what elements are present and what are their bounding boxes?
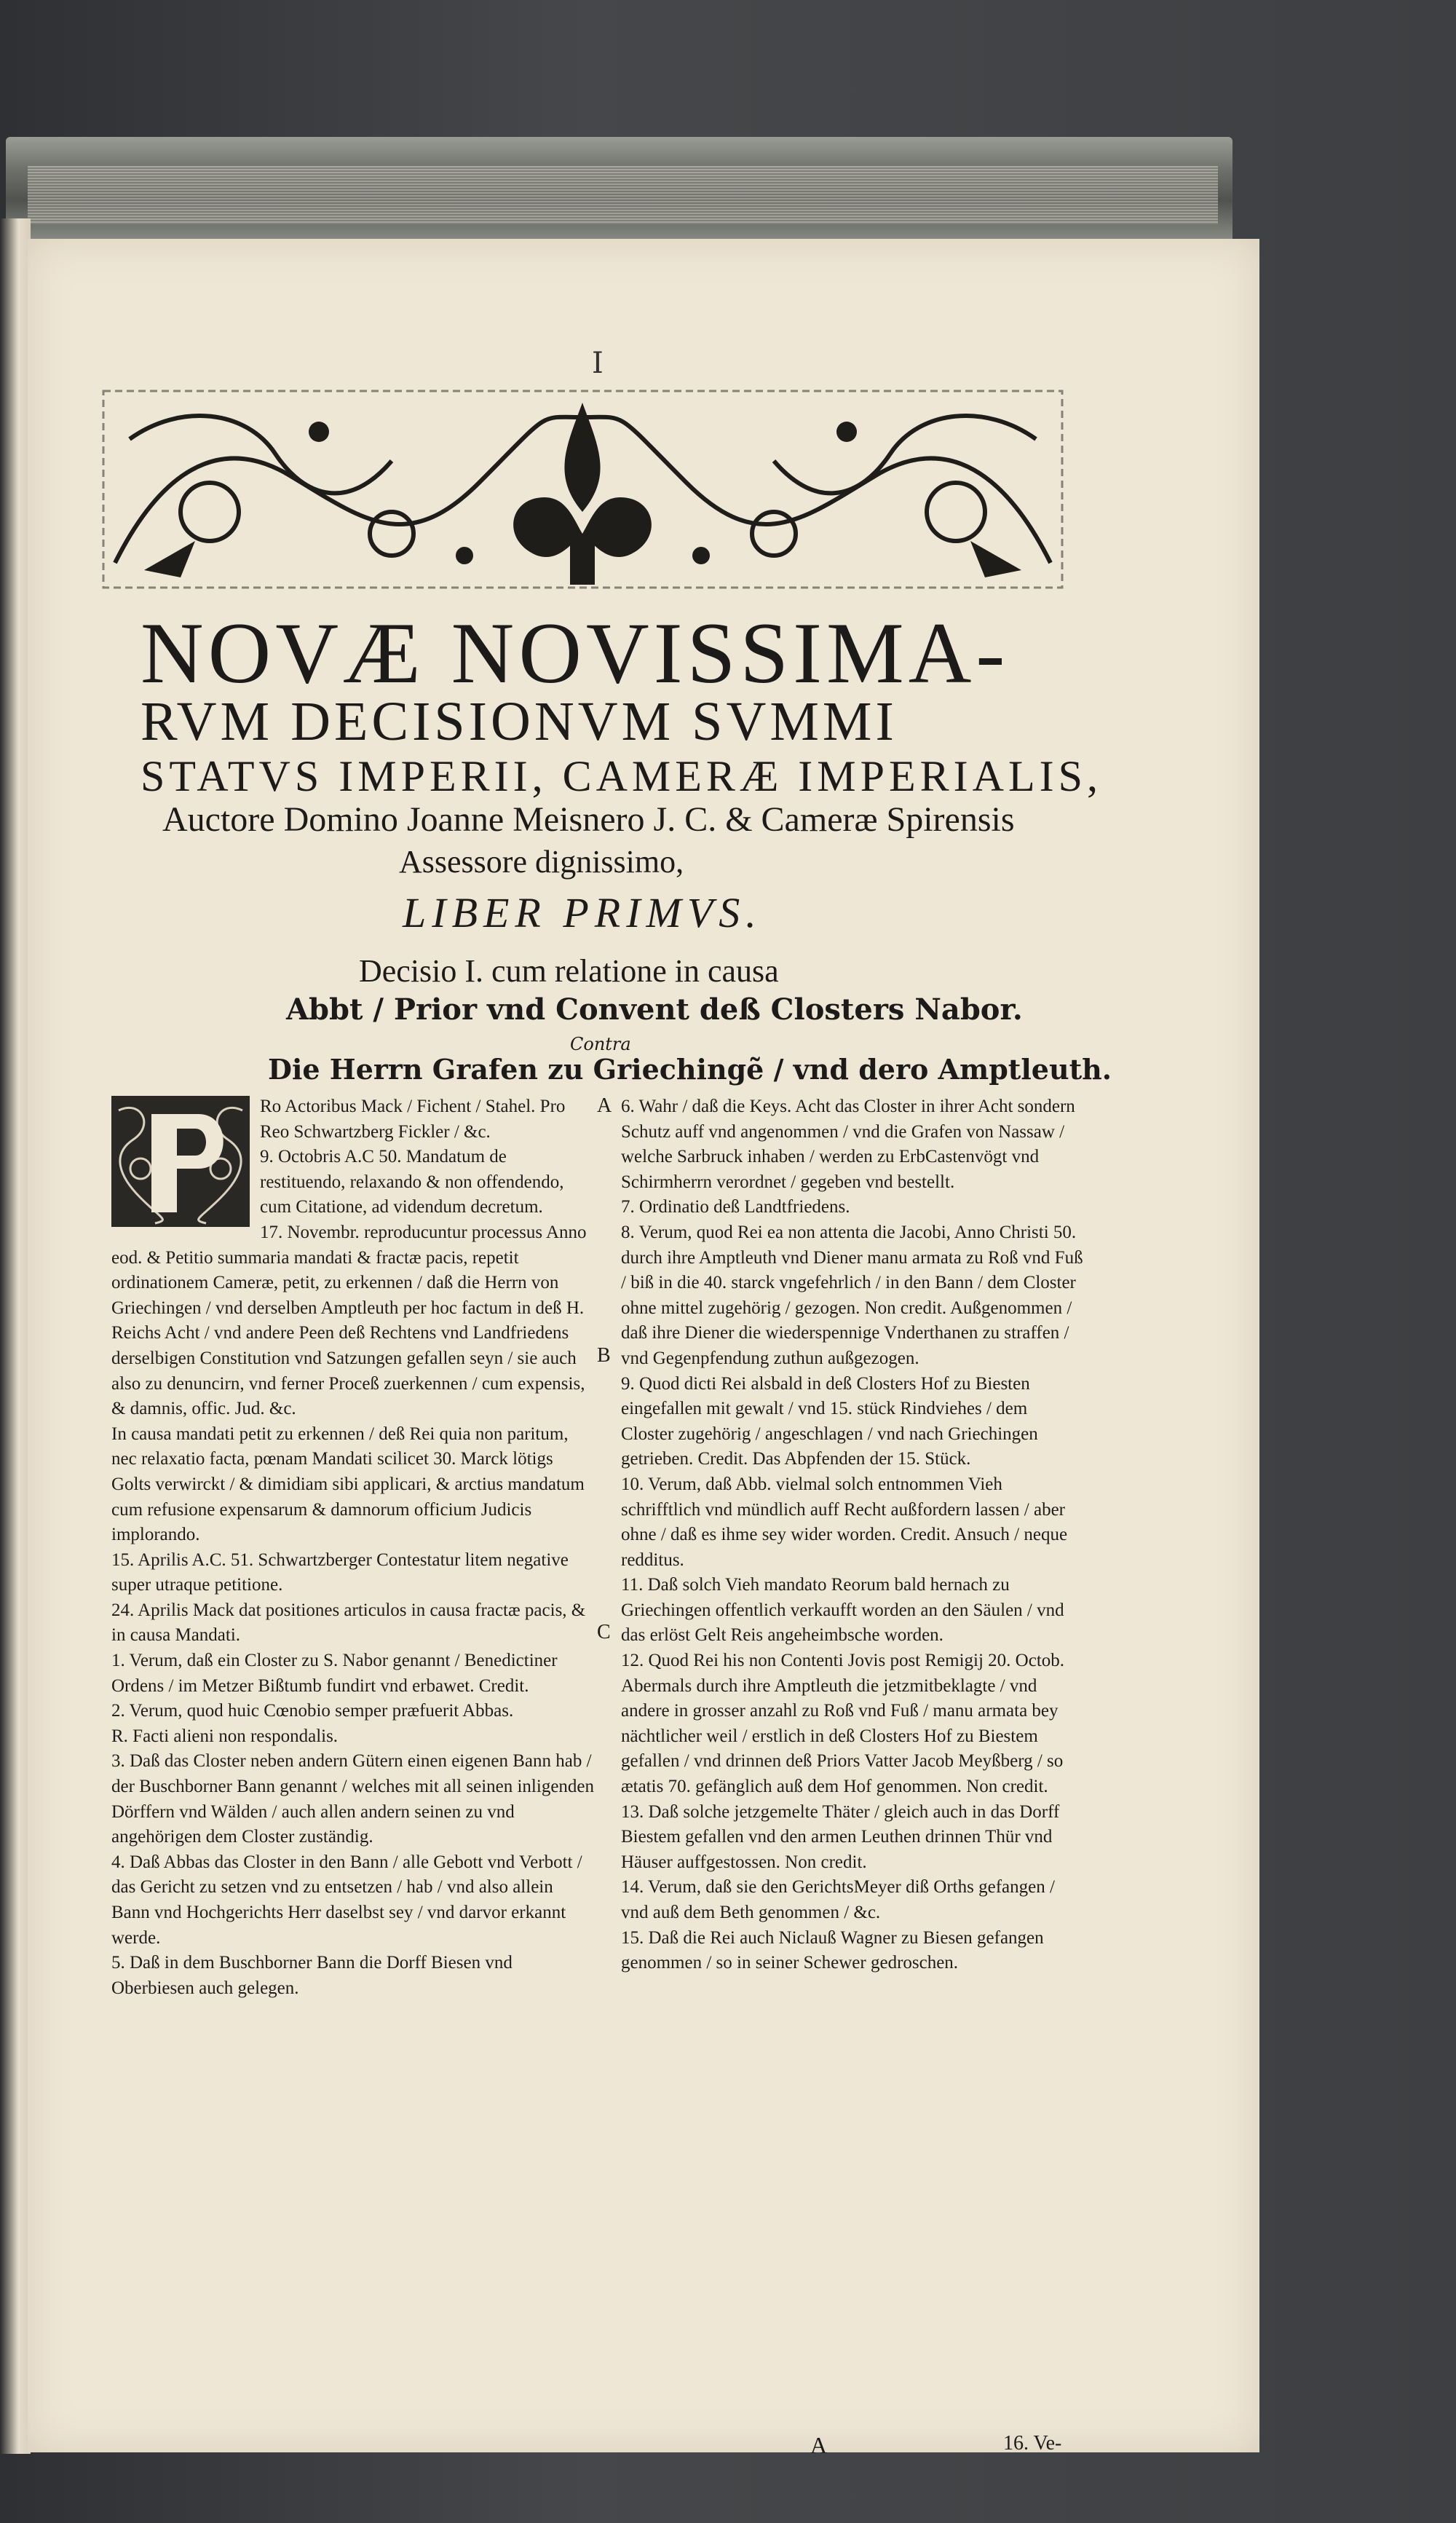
margin-letter-c: C — [597, 1621, 611, 1643]
catchword: 16. Ve- — [1003, 2432, 1062, 2455]
left-paragraph: 24. Aprilis Mack dat positiones articulos in causa fractæ pacis, & in causa Mandati. — [111, 1600, 586, 1646]
book-left-edge — [0, 218, 31, 2454]
right-paragraph: 15. Daß die Rei auch Niclauß Wagner zu Biesen gefangen genommen / so in seiner Schewer gedroschen. — [621, 1927, 1044, 1973]
left-paragraph: 2. Verum, quod huic Cœnobio semper præfuerit Abbas. — [111, 1701, 514, 1721]
right-column — [621, 1094, 1083, 1976]
left-paragraph: 4. Daß Abbas das Closter in den Bann / alle Gebott vnd Verbott / das Gericht zu setzen vnd zu entsetzen / hab / vnd also allein Bann vnd Hochgerichts Herr daselbst sey / vnd darvor erkannt werde. — [111, 1852, 582, 1948]
contra-label: Contra — [570, 1034, 631, 1054]
title-line-2: RVM DECISIONVM SVMMI — [141, 691, 898, 752]
right-paragraph: 10. Verum, daß Abb. vielmal solch entnommen Vieh schrifftlich vnd mündlich auff Recht außfordern lassen / aber ohne / daß es ihme sey wider worden. Credit. Ansuch / neque redditus. — [621, 1474, 1068, 1570]
right-paragraph: 6. Wahr / daß die Keys. Acht das Closter in ihrer Acht sondern Schutz auff vnd angenommen / vnd die Grafen von Nassaw / welche Sarbruck inhaben / werden zu ErbCastenvögt vnd Schirmherrn verordnet / gegeben vnd bestellt. — [621, 1097, 1075, 1192]
left-paragraph: 17. Novembr. reproducuntur processus Anno eod. & Petitio summaria mandati & fractæ pacis, repetit ordinationem Cameræ, petit, zu erkennen / daß die Herrn von Griechingen / vnd derselben Amptleuth per hoc factum in deß H. Reichs Acht / vnd andere Peen deß Rechtens vnd Landfriedens derselbigen Constitution vnd Satzungen gefallen seyn / sie auch also zu denuncirn, vnd ferner Proceß zuerkennen / cum expensis, & damnis, offic. Jud. &c. — [111, 1222, 587, 1419]
title-line-3: STATVS IMPERII, CAMERÆ IMPERIALIS, — [141, 752, 1102, 800]
margin-letter-b: B — [597, 1344, 611, 1367]
right-paragraph: 9. Quod dicti Rei alsbald in deß Closters Hof zu Biesten eingefallen mit gewalt / vnd 15. stück Rindviehes / dem Closter zugehörig / angeschlagen / vnd nach Griechingen getrieben. Credit. Das Abpfenden der 15. Stück. — [621, 1373, 1038, 1469]
left-column — [111, 1094, 596, 2001]
right-paragraph: 7. Ordinatio deß Landtfriedens. — [621, 1197, 850, 1217]
left-paragraph: In causa mandati petit zu erkennen / deß Rei quia non paritum, nec relaxatio facta, pœnam Mandati scilicet 30. Marck lötigs Golts verwirckt / & dimidiam sibi applicari, & arctius mandatum cum refusione expensarum & damnorum officium Judicis implorando. — [111, 1424, 585, 1545]
left-paragraph: 3. Daß das Closter neben andern Gütern einen eigenen Bann hab / der Buschborner Bann genannt / welches mit all seinen inligenden Dörffern vnd Wälden / auch allen andern seinen zu vnd angehörigen dem Closter zuständig. — [111, 1751, 595, 1847]
book-top-edge — [6, 137, 1233, 242]
left-paragraph: Ro Actoribus Mack / Fichent / Stahel. Pro Reo Schwartzberg Fickler / &c. — [260, 1097, 566, 1142]
left-paragraph: R. Facti alieni non respondalis. — [111, 1726, 339, 1746]
author-line-1: Auctore Domino Joanne Meisnero J. C. & Cameræ Spirensis — [162, 800, 1015, 839]
signature-mark: A — [810, 2432, 828, 2458]
left-paragraph: 9. Octobris A.C 50. Mandatum de restituendo, relaxando & non offendendo, cum Citatione, ad videndum decretum. — [260, 1147, 564, 1217]
dropcap-p-icon — [111, 1096, 250, 1227]
right-paragraph: 8. Verum, quod Rei ea non attenta die Jacobi, Anno Christi 50. durch ihre Amptleuth vnd Diener manu armata zu Roß vnd Fuß / biß in die 40. starck vngefehrlich / in den Bann / dem Closter ohne mittel zugehörig / gezogen. Non credit. Außgenommen / daß ihre Diener die wiederspennige Vnderthanen zu straffen / vnd Gegenpfendung zuthun außgezogen. — [621, 1222, 1083, 1368]
right-paragraph: 12. Quod Rei his non Contenti Jovis post Remigij 20. Octob. Abermals durch ihre Amptleuth die jetzmitbeklagte / vnd andere in grosser anzahl zu Roß vnd Fuß / manu armata bey nächtlicher weil / erstlich in deß Closters Hof zu Biestem gefallen / vnd drinnen deß Priors Vatter Jacob Meyßberg / so ætatis 70. gefänglich auß dem Hof genommen. Non credit. — [621, 1651, 1065, 1797]
author-line-2: Assessore dignissimo, — [399, 844, 684, 880]
right-paragraph: 11. Daß solch Vieh mandato Reorum bald hernach zu Griechingen offentlich verkaufft worden an den Säulen / vnd das erlöst Gelt Reis angeheimbsche worden. — [621, 1575, 1064, 1646]
defendants-line: Die Herrn Grafen zu Griechingẽ / vnd dero Amptleuth. — [268, 1053, 1112, 1086]
left-paragraph: 5. Daß in dem Buschborner Bann die Dorff Biesen vnd Oberbiesen auch gelegen. — [111, 1953, 513, 1998]
plaintiffs-line: Abbt / Prior vnd Convent deß Closters Nabor. — [286, 992, 1023, 1027]
decisio-heading: Decisio I. cum relatione in causa — [359, 953, 779, 989]
title-line-1: NOVÆ NOVISSIMA- — [141, 604, 1010, 701]
right-paragraph: 14. Verum, daß sie den GerichtsMeyer diß Orths gefangen / vnd auß dem Beth genommen / &c. — [621, 1877, 1055, 1922]
page-mark: I — [592, 347, 604, 380]
margin-letter-a: A — [597, 1094, 612, 1117]
book-page — [28, 239, 1259, 2458]
right-paragraph: 13. Daß solche jetzgemelte Thäter / gleich auch in das Dorff Biestem gefallen vnd den armen Leuthen drinnen Thür vnd Häuser auffgestossen. Non credit. — [621, 1801, 1060, 1872]
left-paragraph: 1. Verum, daß ein Closter zu S. Nabor genannt / Benedictiner Ordens / im Metzer Bißtumb fundirt vnd erbawet. Credit. — [111, 1651, 558, 1696]
ornament-headpiece-icon — [100, 388, 1065, 591]
liber-heading: LIBER PRIMVS. — [403, 889, 762, 936]
left-paragraph: 15. Aprilis A.C. 51. Schwartzberger Contestatur litem negative super utraque petitione. — [111, 1549, 569, 1595]
